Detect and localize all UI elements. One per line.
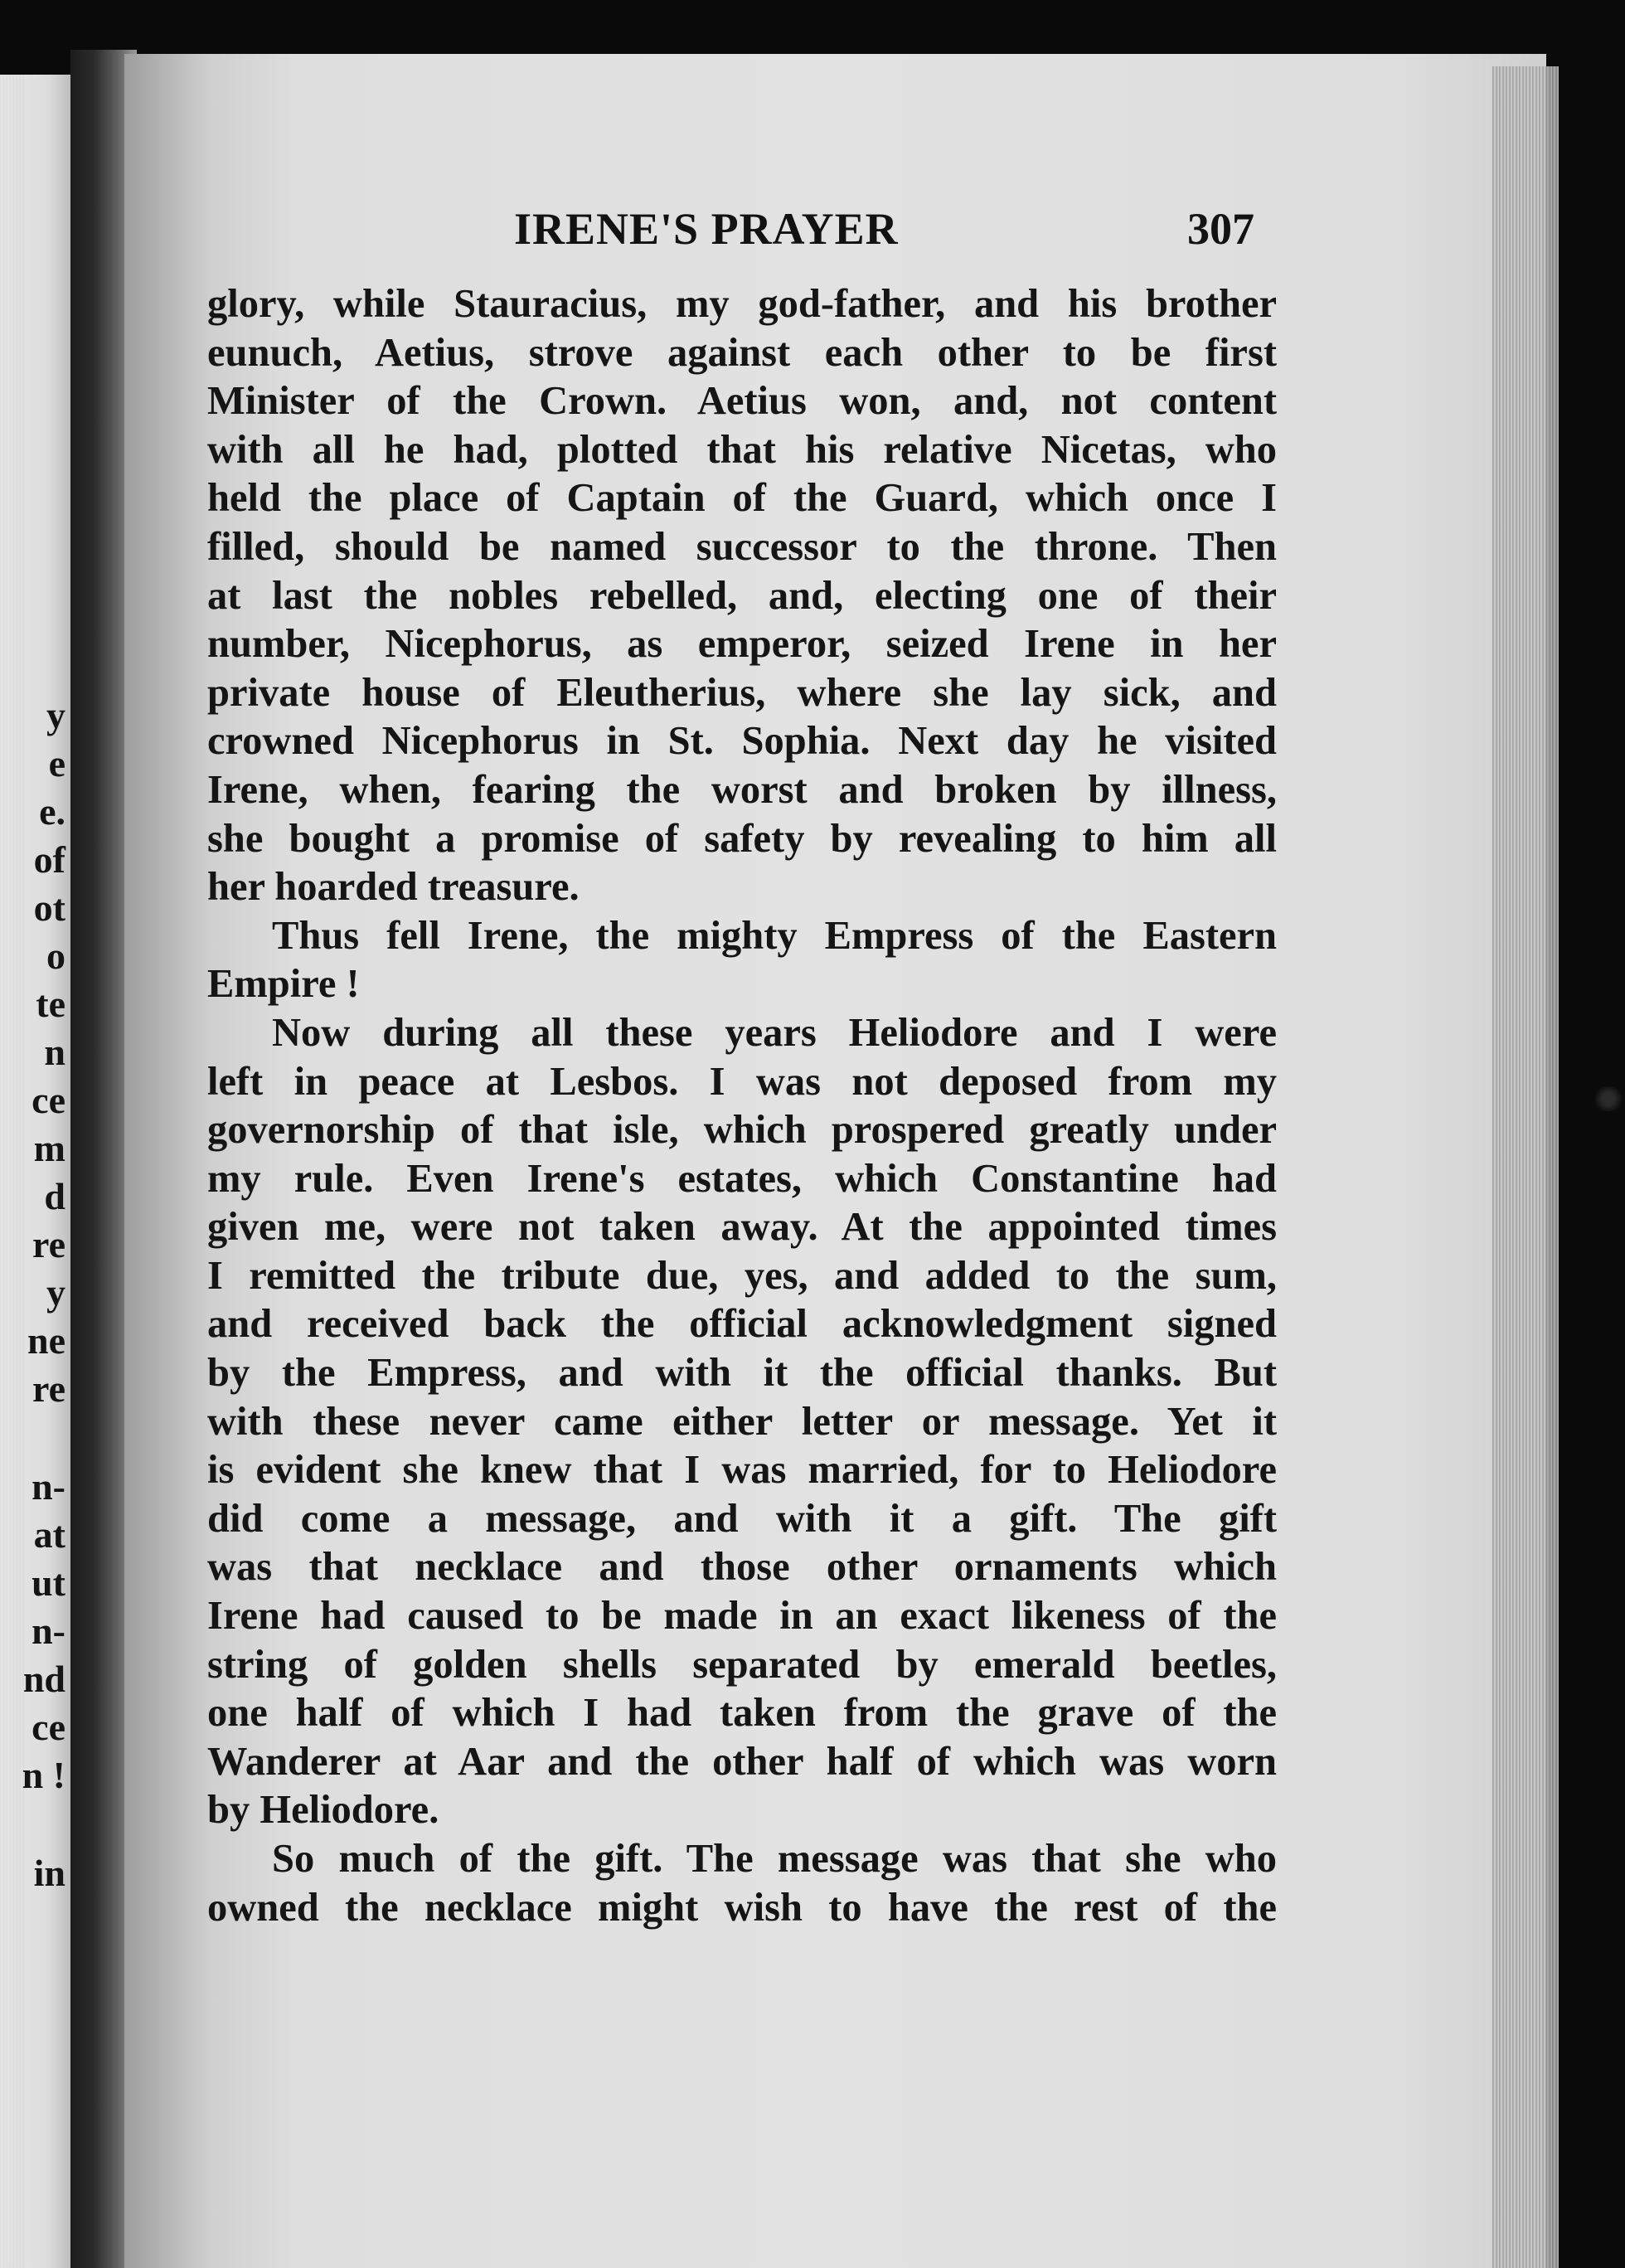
text-line: she bought a promise of safety by revealing to him all: [207, 816, 1277, 861]
body-text: [207, 280, 1277, 1932]
left-fragment: n-: [32, 1465, 65, 1508]
text-line: owned the necklace might wish to have the rest of the: [207, 1885, 1277, 1930]
text-line: Empire !: [207, 962, 360, 1007]
text-line: crowned Nicephorus in St. Sophia. Next day he visited: [207, 719, 1277, 764]
left-fragment: y: [46, 694, 65, 736]
text-line: eunuch, Aetius, strove against each other to be first: [207, 330, 1277, 375]
left-fragment: ce: [32, 1706, 65, 1748]
scan-speck: [1592, 1086, 1625, 1111]
left-fragment: of: [33, 838, 65, 881]
page-number: 307: [1187, 204, 1254, 254]
text-line: Irene had caused to be made in an exact likeness of the: [207, 1594, 1277, 1639]
text-line: glory, while Stauracius, my god-father, and his brother: [207, 282, 1277, 326]
left-fragment: o: [46, 935, 65, 977]
left-fragment: m: [33, 1127, 65, 1169]
text-line: given me, were not taken away. At the appointed times: [207, 1205, 1277, 1250]
left-fragment: n: [44, 1031, 65, 1073]
text-line: filled, should be named successor to the throne. Then: [207, 524, 1277, 569]
left-page-text-fragments: [0, 75, 70, 2268]
text-line: Thus fell Irene, the mighty Empress of the Eastern: [272, 913, 1277, 958]
text-line: did come a message, and with it a gift. The gift: [207, 1496, 1277, 1541]
left-fragment: re: [32, 1223, 65, 1265]
left-fragment: ne: [27, 1319, 65, 1362]
left-facing-page: [0, 75, 70, 2268]
left-fragment: e: [48, 742, 65, 784]
left-fragment: y: [46, 1271, 65, 1314]
left-fragment: ce: [32, 1079, 65, 1121]
text-line: was that necklace and those other ornaments which: [207, 1545, 1277, 1590]
text-line: and received back the official acknowledgment signed: [207, 1302, 1277, 1347]
text-line: So much of the gift. The message was that she who: [272, 1837, 1277, 1881]
left-fragment: d: [44, 1175, 65, 1217]
left-fragment: n-: [32, 1610, 65, 1652]
left-fragment: te: [36, 983, 65, 1025]
text-line: Irene, when, fearing the worst and broken by illness,: [207, 767, 1277, 812]
text-line: governorship of that isle, which prospered greatly under: [207, 1108, 1277, 1153]
text-line: with these never came either letter or message. Yet it: [207, 1399, 1277, 1444]
left-fragment: nd: [22, 1658, 65, 1700]
text-line: at last the nobles rebelled, and, electing one of their: [207, 573, 1277, 618]
text-line: Wanderer at Aar and the other half of which was worn: [207, 1739, 1277, 1784]
text-line: private house of Eleutherius, where she lay sick, and: [207, 670, 1277, 715]
text-line: is evident she knew that I was married, for to Heliodore: [207, 1448, 1277, 1493]
text-line: Minister of the Crown. Aetius won, and, not content: [207, 379, 1277, 424]
running-header: IRENE'S PRAYER: [514, 204, 899, 254]
text-line: my rule. Even Irene's estates, which Constantine had: [207, 1156, 1277, 1201]
text-line: with all he had, plotted that his relative Nicetas, who: [207, 427, 1277, 472]
text-line: number, Nicephorus, as emperor, seized Irene in her: [207, 622, 1277, 667]
left-fragment: at: [33, 1513, 65, 1556]
left-fragment: ut: [32, 1561, 65, 1604]
text-line: held the place of Captain of the Guard, which once I: [207, 476, 1277, 521]
text-line: by the Empress, and with it the official thanks. But: [207, 1351, 1277, 1396]
text-line: one half of which I had taken from the grave of the: [207, 1691, 1277, 1736]
left-fragment: re: [32, 1367, 65, 1410]
left-fragment: e.: [39, 790, 65, 833]
text-line: left in peace at Lesbos. I was not deposed from my: [207, 1059, 1277, 1104]
text-line: her hoarded treasure.: [207, 865, 580, 910]
page-edge-texture: [1492, 66, 1559, 2268]
left-fragment: ot: [33, 886, 65, 929]
text-line: Now during all these years Heliodore and I were: [272, 1010, 1277, 1055]
text-line: I remitted the tribute due, yes, and added to the sum,: [207, 1253, 1277, 1298]
left-fragment: in: [33, 1852, 65, 1894]
text-line: by Heliodore.: [207, 1788, 439, 1833]
left-fragment: n !: [22, 1754, 65, 1796]
text-line: string of golden shells separated by emerald beetles,: [207, 1642, 1277, 1687]
